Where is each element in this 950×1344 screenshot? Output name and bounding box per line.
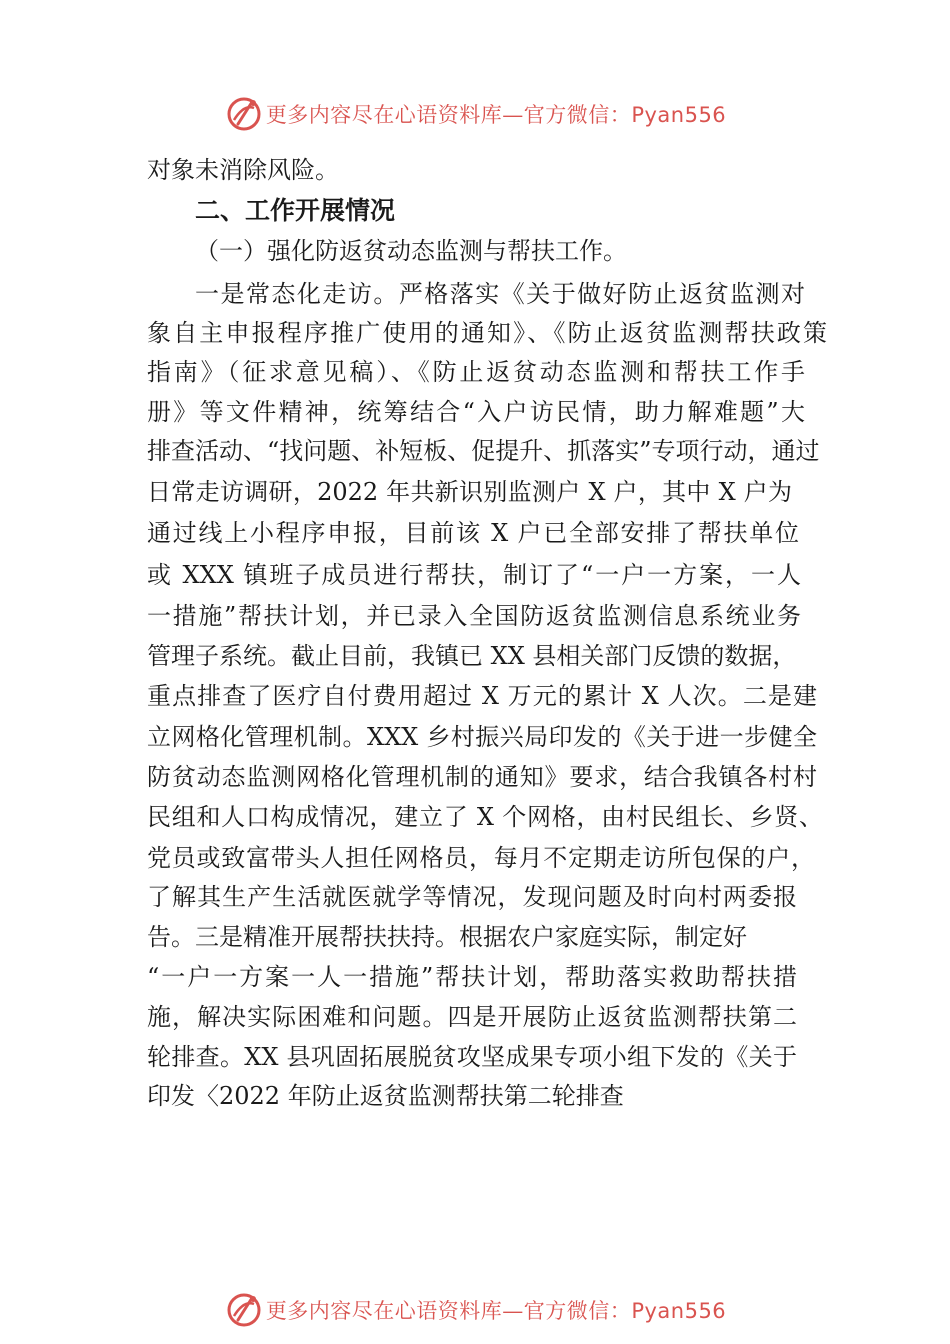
section-heading: 二、工作开展情况: [195, 196, 396, 225]
body-line: 排查活动、“找问题、补短板、促提升、抓落实”专项行动，通过: [147, 437, 820, 465]
body-line: 册》等文件精神，统筹结合“入户访民情，助力解难题”大: [147, 398, 805, 426]
body-line: 管理子系统。截止目前，我镇已 XX 县相关部门反馈的数据，: [147, 642, 797, 670]
body-line: 一措施”帮扶计划，并已录入全国防返贫监测信息系统业务: [147, 602, 801, 630]
body-line: 指南》（征求意见稿）、《防止返贫动态监测和帮扶工作手: [147, 358, 805, 386]
brand-logo-icon: [224, 1290, 264, 1330]
body-line: 一是常态化走访。严格落实《关于做好防止返贫监测对: [195, 280, 805, 308]
body-line: 轮排查。XX 县巩固拓展脱贫攻坚成果专项小组下发的《关于: [147, 1043, 797, 1071]
body-line: 象自主申报程序推广使用的通知》、《防止返贫监测帮扶政策: [147, 319, 827, 347]
body-line: 告。三是精准开展帮扶扶持。根据农户家庭实际，制定好: [147, 923, 747, 951]
watermark-banner-bottom: [0, 1288, 950, 1332]
body-line: 或 XXX 镇班子成员进行帮扶，制订了“一户一方案，一人: [147, 561, 801, 589]
body-line: 重点排查了医疗自付费用超过 X 万元的累计 X 人次。二是建: [147, 682, 817, 710]
body-line: 民组和人口构成情况，建立了 X 个网格，由村民组长、乡贤、: [147, 803, 823, 831]
watermark-text: 更多内容尽在心语资料库—官方微信：Pyan556: [265, 103, 727, 127]
body-line: 防贫动态监测网格化管理机制的通知》要求，结合我镇各村村: [147, 763, 817, 791]
body-line: 通过线上小程序申报，目前该 X 户已全部安排了帮扶单位: [147, 519, 799, 547]
body-line: 党员或致富带头人担任网格员，每月不定期走访所包保的户，: [147, 844, 815, 872]
body-line: 立网格化管理机制。XXX 乡村振兴局印发的《关于进一步健全: [147, 723, 817, 751]
watermark-text: 更多内容尽在心语资料库—官方微信：Pyan556: [265, 1299, 727, 1323]
body-line: 对象未消除风险。: [147, 156, 339, 184]
body-line: “一户一方案一人一措施”帮扶计划，帮助落实救助帮扶措: [147, 963, 797, 991]
subsection-heading: （一）强化防返贫动态监测与帮扶工作。: [195, 237, 627, 265]
body-line: 施，解决实际困难和问题。四是开展防止返贫监测帮扶第二: [147, 1003, 797, 1031]
body-line: 日常走访调研，2022 年共新识别监测户 X 户，其中 X 户为: [147, 478, 792, 506]
body-line: 了解其生产生活就医就学等情况，发现问题及时向村两委报: [147, 883, 797, 911]
body-line: 印发〈2022 年防止返贫监测帮扶第二轮排查: [147, 1082, 624, 1110]
